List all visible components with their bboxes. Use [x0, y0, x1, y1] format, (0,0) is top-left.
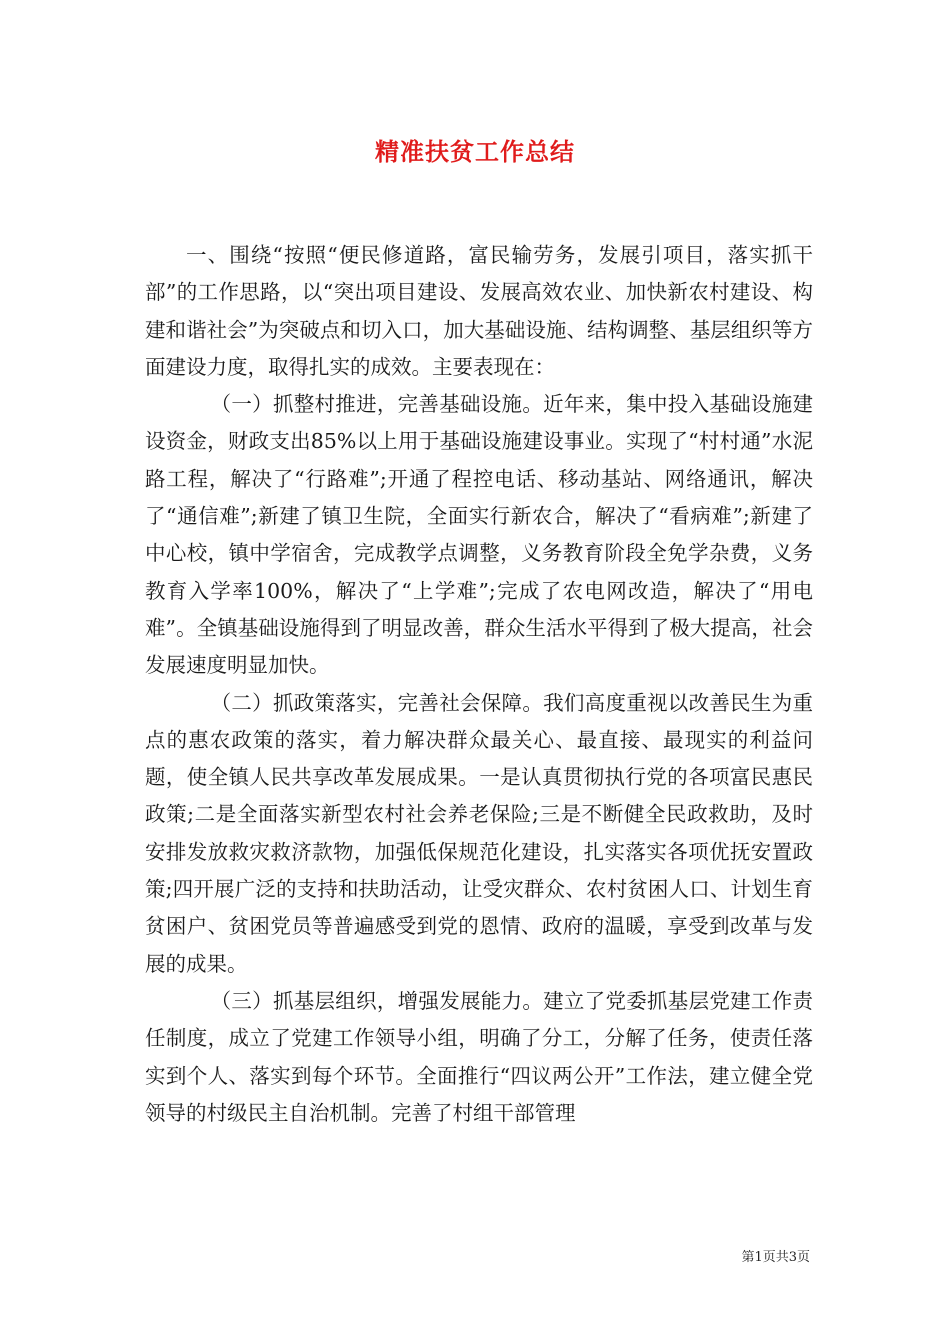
paragraph-intro: 一、围绕“按照“便民修道路，富民输劳务，发展引项目，落实抓干部”的工作思路，以“突出项目建设、发展高效农业、加快新农村建设、构建和谐社会”为突破点和切入口，加大基础设施、结构调整、基层组织等方面建设力度，取得扎实的成效。主要表现在：: [145, 243, 813, 379]
document-title: 精准扶贫工作总结: [375, 137, 575, 166]
document-body: [145, 237, 813, 1132]
paragraph-section-3: （三）抓基层组织，增强发展能力。建立了党委抓基层党建工作责任制度，成立了党建工作领导小组，明确了分工，分解了任务，使责任落实到个人、落实到每个环节。全面推行“四议两公开”工作法，建立健全党领导的村级民主自治机制。完善了村组干部管理: [145, 988, 813, 1125]
page-number-footer: 第1页共3页: [741, 1250, 810, 1265]
paragraph-section-1: （一）抓整村推进，完善基础设施。近年来，集中投入基础设施建设资金，财政支出85%以上用于基础设施建设事业。实现了“村村通”水泥路工程，解决了“行路难”;开通了程控电话、移动基站、网络通讯，解决了“通信难”;新建了镇卫生院，全面实行新农合，解决了“看病难”;新建了中心校，镇中学宿舍，完成教学点调整，义务教育阶段全免学杂费，义务教育入学率100%，解决了“上学难”;完成了农电网改造，解决了“用电难”。全镇基础设施得到了明显改善，群众生活水平得到了极大提高，社会发展速度明显加快。: [145, 392, 813, 678]
paragraph-section-2: （二）抓政策落实，完善社会保障。我们高度重视以改善民生为重点的惠农政策的落实，着力解决群众最关心、最直接、最现实的利益问题，使全镇人民共享改革发展成果。一是认真贯彻执行党的各项富民惠民政策;二是全面落实新型农村社会养老保险;三是不断健全民政救助，及时安排发放救灾救济款物，加强低保规范化建设，扎实落实各项优抚安置政策;四开展广泛的支持和扶助活动，让受灾群众、农村贫困人口、计划生育贫困户、贫困党员等普遍感受到党的恩情、政府的温暖，享受到改革与发展的成果。: [145, 690, 813, 976]
